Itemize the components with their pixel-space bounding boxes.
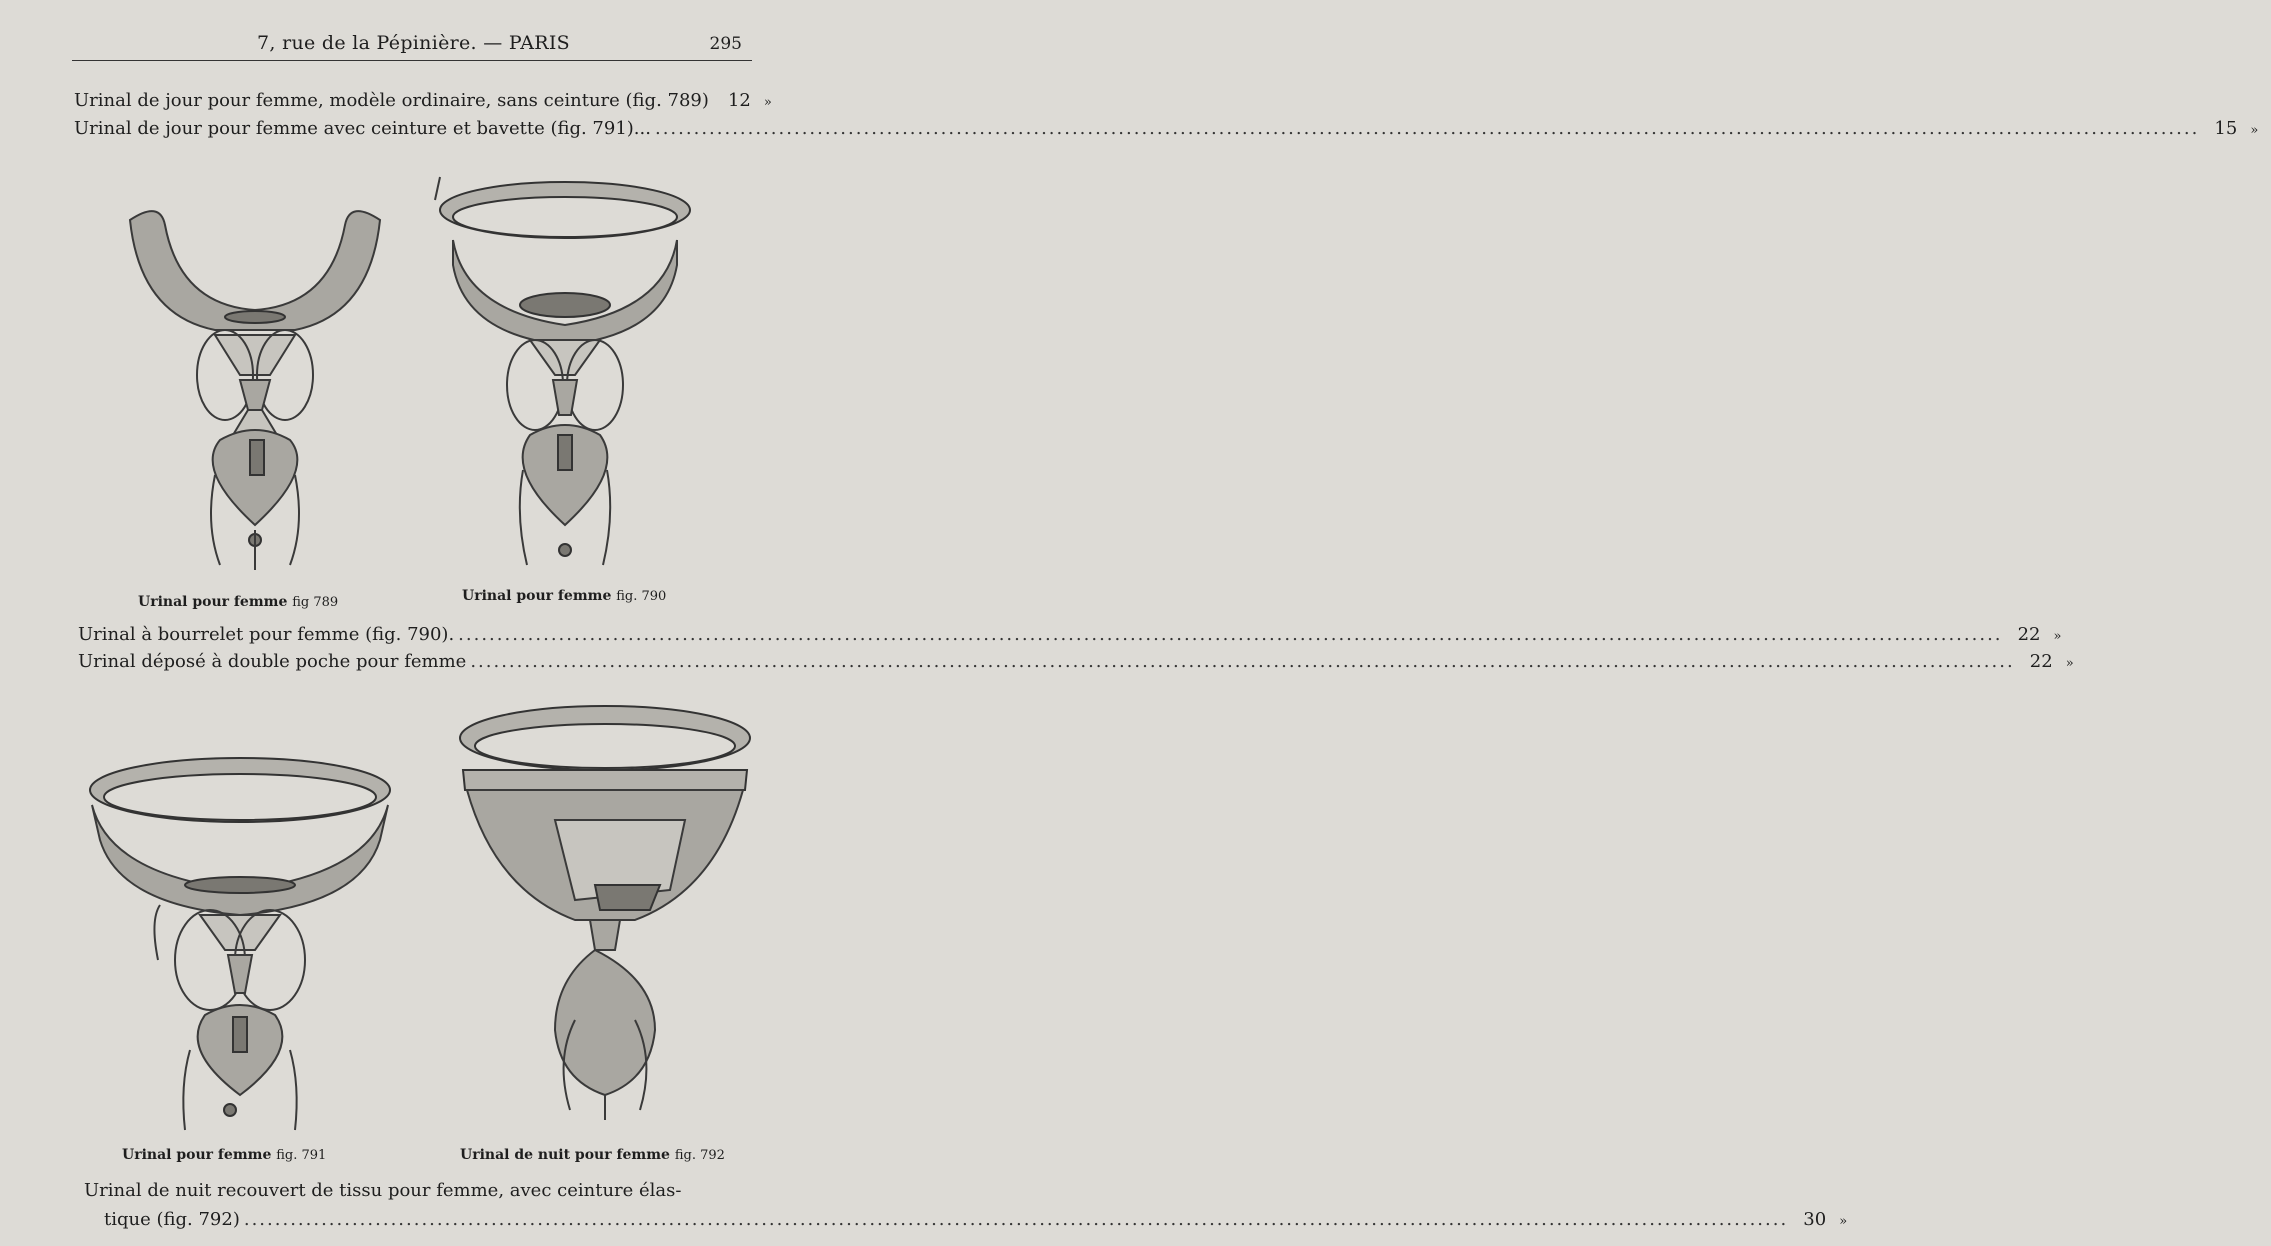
item-price: 22 [2017, 624, 2041, 645]
figure-791-illustration [80, 745, 400, 1140]
caption-text: Urinal pour femme [462, 588, 612, 604]
item-price: 22 [2029, 651, 2053, 672]
item-label: tique (fig. 792) [104, 1209, 240, 1230]
item-label: Urinal de jour pour femme avec ceinture et bavette (fig. 791)... [74, 118, 651, 139]
leader-dots: ........................................................................................................................................................................................................ [654, 118, 2200, 139]
caption-text: Urinal de nuit pour femme [460, 1147, 670, 1163]
figure-790-illustration [425, 165, 705, 585]
leader-dots: ........................................................................................................................................................................................................ [458, 624, 2003, 645]
figure-791-caption [122, 1147, 326, 1163]
figure-789-illustration [120, 195, 390, 585]
leader-dots: ........................................................................................................................................................................................................ [470, 651, 2015, 672]
item-price-unit: » [1839, 1214, 1848, 1229]
price-line-fig-790 [78, 624, 2062, 645]
price-line-double-poche [78, 651, 2074, 672]
price-line-fig-791 [74, 118, 2259, 139]
item-price-unit: » [2250, 123, 2259, 138]
item-price: 12 [727, 90, 751, 111]
leader-dots: ........................................................................................................................................................................................................ [243, 1209, 1789, 1230]
figure-789-caption [138, 594, 338, 610]
item-price-unit: » [2053, 629, 2062, 644]
item-label: Urinal déposé à double poche pour femme [78, 651, 467, 672]
bottom-item-line-1: Urinal de nuit recouvert de tissu pour femme, avec ceinture élas- [84, 1180, 682, 1201]
item-price: 30 [1803, 1209, 1827, 1230]
page-number: 295 [709, 34, 742, 54]
page-header [72, 30, 752, 61]
figure-number: fig. 790 [616, 589, 667, 604]
item-price-unit: » [763, 95, 772, 110]
header-title: 7, rue de la Pépinière. — PARIS [257, 32, 570, 54]
caption-text: Urinal pour femme [122, 1147, 272, 1163]
price-line-fig-789 [74, 90, 772, 111]
figure-792-illustration [455, 700, 755, 1125]
item-price-unit: » [2065, 656, 2074, 671]
price-line-fig-792 [104, 1209, 1848, 1230]
item-label: Urinal de jour pour femme, modèle ordinaire, sans ceinture (fig. 789) [74, 90, 709, 111]
figure-792-caption [460, 1147, 725, 1163]
figure-790-caption [462, 588, 666, 604]
item-price: 15 [2214, 118, 2238, 139]
item-label: Urinal à bourrelet pour femme (fig. 790). [78, 624, 455, 645]
figure-number: fig 789 [292, 595, 339, 610]
caption-text: Urinal pour femme [138, 594, 288, 610]
figure-number: fig. 792 [674, 1148, 725, 1163]
figure-number: fig. 791 [276, 1148, 327, 1163]
